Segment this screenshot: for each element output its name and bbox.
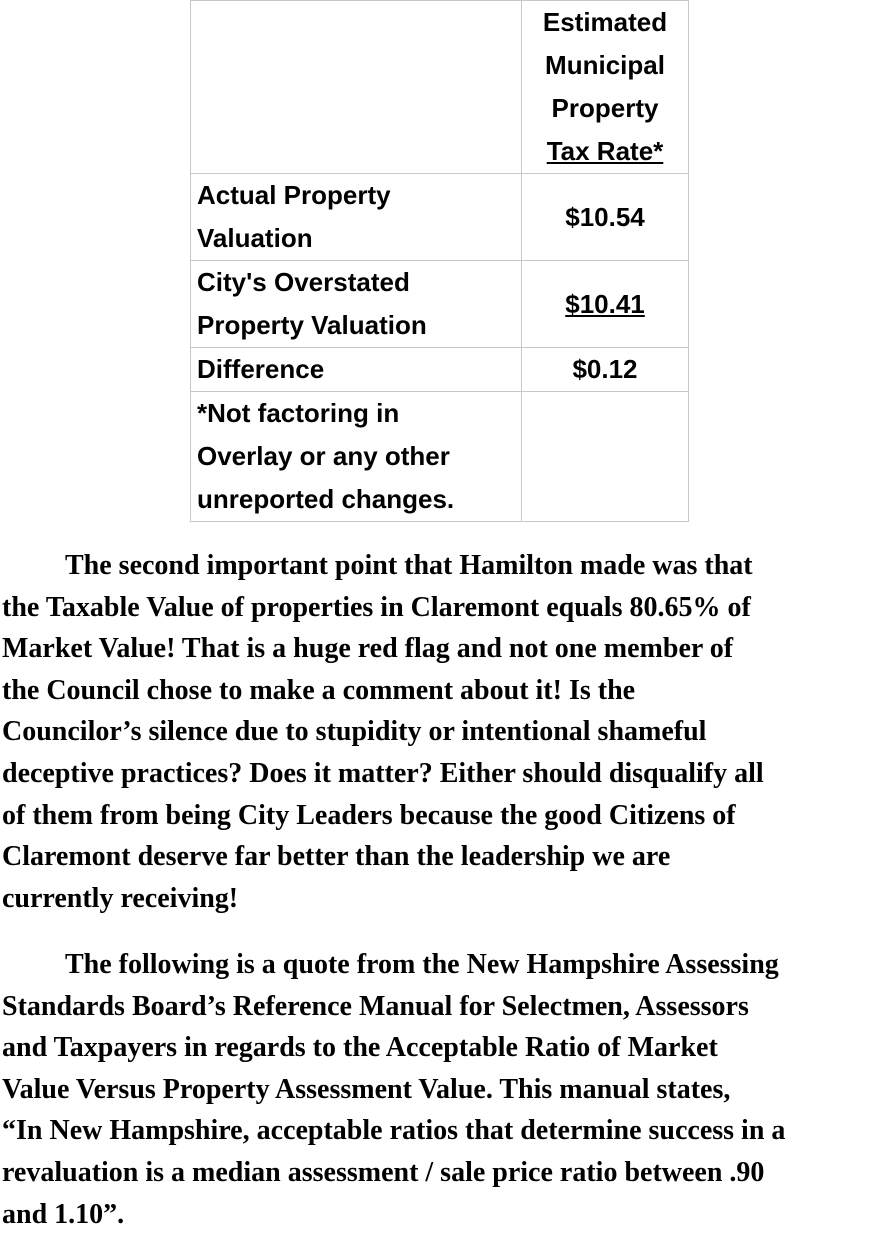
paragraph-line: the Taxable Value of properties in Claremont equals 80.65% of: [2, 591, 751, 623]
note-line-2: Overlay or any other: [197, 441, 450, 471]
row-label-line-2: Property Valuation: [197, 310, 427, 340]
table-row: [191, 174, 689, 261]
paragraph-line: deceptive practices? Does it matter? Either should disqualify all: [2, 757, 764, 789]
paragraph-line: currently receiving!: [2, 882, 239, 914]
paragraph-line: Value Versus Property Assessment Value. This manual states,: [2, 1073, 731, 1105]
paragraph-line: “In New Hampshire, acceptable ratios that determine success in a: [2, 1115, 786, 1147]
row-value-actual: $10.54: [522, 174, 689, 261]
header-line-2: Municipal: [545, 50, 665, 80]
row-value-overstated-text: $10.41: [565, 288, 645, 319]
table-header-row: [191, 1, 689, 174]
paragraph-line: the Council chose to make a comment about it! Is the: [2, 674, 636, 706]
header-line-1: Estimated: [542, 7, 668, 37]
row-label-line-1: City's Overstated: [197, 267, 410, 297]
paragraph-line: and Taxpayers in regards to the Acceptable Ratio of Market: [2, 1032, 718, 1064]
note-line-3: unreported changes.: [197, 484, 455, 514]
row-label-actual: [191, 174, 522, 261]
note-cell: [191, 392, 522, 522]
paragraph-line: Market Value! That is a huge red flag and not one member of: [2, 633, 734, 665]
row-label-overstated: [191, 261, 522, 348]
row-label-line-1: Actual Property: [197, 180, 391, 210]
paragraph-line: of them from being City Leaders because the good Citizens of: [2, 799, 736, 831]
paragraph-line: Standards Board’s Reference Manual for Selectmen, Assessors: [2, 990, 749, 1022]
paragraph-line: Claremont deserve far better than the leadership we are: [2, 841, 671, 873]
table-row: [191, 348, 689, 392]
note-empty-cell: [522, 392, 689, 522]
row-label-line-2: Valuation: [197, 223, 313, 253]
paragraph-manual-quote: [2, 944, 880, 1235]
paragraph-line: Councilor’s silence due to stupidity or intentional shameful: [2, 716, 707, 748]
paragraph-hamilton-point: [2, 545, 880, 919]
header-line-3: Property: [551, 93, 659, 123]
tax-rate-table: [190, 0, 689, 522]
note-line-1: *Not factoring in: [197, 398, 400, 428]
header-empty-cell: [191, 1, 522, 174]
row-value-overstated: [522, 261, 689, 348]
paragraph-line: revaluation is a median assessment / sale price ratio between .90: [2, 1156, 765, 1188]
paragraph-line: The second important point that Hamilton made was that: [65, 550, 753, 581]
header-line-4: Tax Rate*: [546, 136, 664, 166]
header-tax-rate-cell: [522, 1, 689, 174]
row-label-difference: Difference: [191, 348, 522, 392]
row-value-difference: $0.12: [522, 348, 689, 392]
paragraph-line: The following is a quote from the New Hampshire Assessing: [65, 949, 779, 980]
table-row: [191, 261, 689, 348]
table-note-row: [191, 392, 689, 522]
paragraph-line: and 1.10”.: [2, 1198, 125, 1230]
